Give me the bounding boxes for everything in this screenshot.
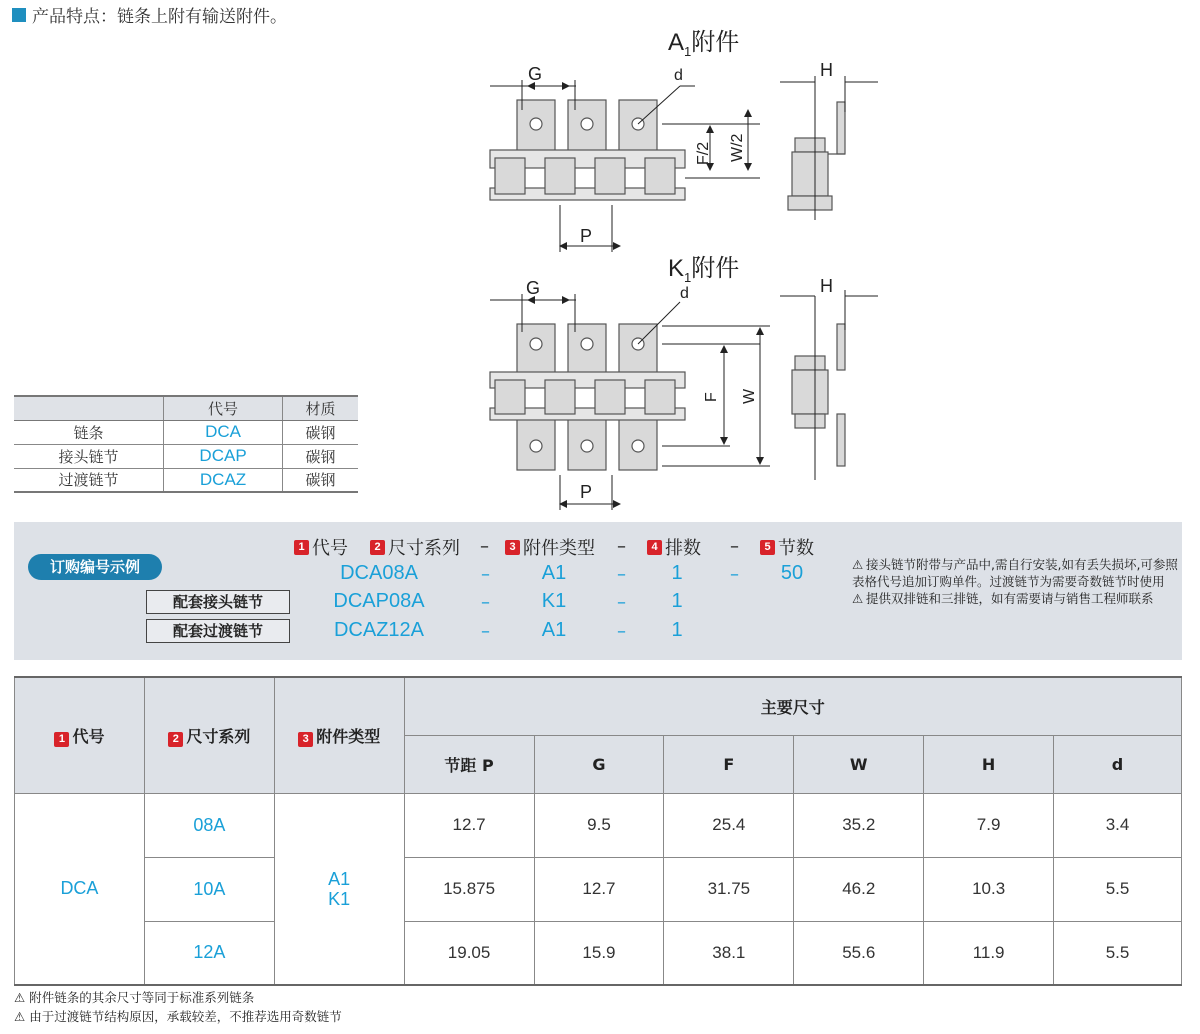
spec-series: 12A xyxy=(144,921,274,985)
table-row xyxy=(15,857,1182,921)
order-dash: – xyxy=(481,592,490,613)
spec-header-code: 1 代号 xyxy=(15,677,145,793)
spec-cell: 9.5 xyxy=(534,793,664,857)
material-name: 接头链节 xyxy=(14,444,163,468)
order-header-links: 5 节数 xyxy=(760,534,814,560)
spec-cell: 25.4 xyxy=(664,793,794,857)
order-label-transition: 配套过渡链节 xyxy=(146,619,290,643)
a1-label-p: P xyxy=(580,226,593,246)
footnote: ⚠ 附件链条的其余尺寸等同于标准系列链条 xyxy=(14,990,255,1005)
spec-subheader: F xyxy=(664,735,794,793)
order-rows: 1 xyxy=(671,619,683,641)
order-header-dash: – xyxy=(480,536,489,557)
a1-label-g: G xyxy=(528,64,543,84)
order-type: A1 xyxy=(541,619,567,641)
spec-cell: 11.9 xyxy=(924,921,1054,985)
order-header-dash: – xyxy=(617,536,626,557)
order-dash: – xyxy=(617,564,626,585)
spec-series: 10A xyxy=(144,857,274,921)
k1-side-view xyxy=(792,324,845,466)
table-row xyxy=(15,921,1182,985)
spec-type: A1 xyxy=(328,868,351,889)
spec-cell: 7.9 xyxy=(924,793,1054,857)
order-header-rows: 4 排数 xyxy=(647,534,701,560)
spec-code: DCA xyxy=(15,793,145,985)
k1-label-h: H xyxy=(820,276,833,296)
order-dash: – xyxy=(730,564,739,585)
table-row xyxy=(15,793,1182,857)
order-dash: – xyxy=(617,621,626,642)
spec-series: 08A xyxy=(144,793,274,857)
spec-header-series: 2 尺寸系列 xyxy=(144,677,274,793)
warning-icon: ⚠ xyxy=(852,557,864,572)
order-notes xyxy=(852,556,1178,607)
material-code: DCA xyxy=(163,420,282,444)
spec-cell: 19.05 xyxy=(404,921,534,985)
material-code: DCAP xyxy=(163,444,282,468)
a1-label-w2: W/2 xyxy=(729,133,746,162)
k1-label-d: d xyxy=(680,285,689,302)
a1-label-h: H xyxy=(820,60,833,80)
a1-side-view xyxy=(788,102,845,210)
material-table xyxy=(14,395,358,493)
order-header-code: 1 代号 xyxy=(294,534,348,560)
spec-subheader: W xyxy=(794,735,924,793)
order-links: 50 xyxy=(780,562,804,584)
warning-icon: ⚠ xyxy=(14,990,30,1005)
material-header-code: 代号 xyxy=(163,396,282,420)
order-example-block xyxy=(14,522,1182,660)
spec-subheader: d xyxy=(1054,735,1182,793)
feature-square-icon xyxy=(12,8,26,22)
spec-cell: 5.5 xyxy=(1054,921,1182,985)
spec-table xyxy=(14,676,1182,986)
material-code: DCAZ xyxy=(163,468,282,492)
spec-cell: 35.2 xyxy=(794,793,924,857)
order-dash: – xyxy=(481,564,490,585)
order-note: ⚠ 接头链节附带与产品中,需自行安装,如有丢失损坏,可参照表格代号追加订购单件。过渡链节为需要奇数链节时使用 xyxy=(852,557,1178,589)
spec-cell: 10.3 xyxy=(924,857,1054,921)
spec-cell: 12.7 xyxy=(534,857,664,921)
spec-subheader: 节距 P xyxy=(404,735,534,793)
table-row xyxy=(14,468,358,492)
order-dash: – xyxy=(617,592,626,613)
order-header-dash: – xyxy=(730,536,739,557)
order-header-type: 3 附件类型 xyxy=(505,534,595,560)
order-type: A1 xyxy=(541,562,567,584)
material-header-name xyxy=(14,396,163,420)
feature-line xyxy=(12,2,287,27)
k1-label-f: F xyxy=(703,392,720,402)
warning-icon: ⚠ xyxy=(852,591,864,606)
order-header-series: 2 尺寸系列 xyxy=(370,534,460,560)
material-name: 链条 xyxy=(14,420,163,444)
order-rows: 1 xyxy=(671,590,683,612)
feature-text: 产品特点：链条上附有输送附件。 xyxy=(32,7,287,27)
spec-cell: 31.75 xyxy=(664,857,794,921)
spec-cell: 46.2 xyxy=(794,857,924,921)
spec-subheader: H xyxy=(924,735,1054,793)
spec-cell: 12.7 xyxy=(404,793,534,857)
material-value: 碳钢 xyxy=(283,444,358,468)
spec-types xyxy=(274,793,404,985)
k1-label-w: W xyxy=(741,388,758,404)
spec-header-group: 主要尺寸 xyxy=(404,677,1181,735)
k1-title: $K_1$附件 xyxy=(668,255,740,285)
k1-label-p: P xyxy=(580,482,593,502)
footnote: ⚠ 由于过渡链节结构原因，承载较差，不推荐选用奇数链节 xyxy=(14,1009,342,1024)
spec-cell: 38.1 xyxy=(664,921,794,985)
spec-type: K1 xyxy=(328,888,351,909)
order-label-joint: 配套接头链节 xyxy=(146,590,290,614)
a1-label-f2: F/2 xyxy=(695,141,712,165)
material-header-material: 材质 xyxy=(283,396,358,420)
order-note: ⚠ 提供双排链和三排链，如有需要请与销售工程师联系 xyxy=(852,591,1154,606)
order-code: DCAP08A xyxy=(333,590,425,612)
order-example-pill: 订购编号示例 xyxy=(28,554,162,580)
warning-icon: ⚠ xyxy=(14,1009,30,1024)
k1-label-g: G xyxy=(526,278,541,298)
spec-cell: 3.4 xyxy=(1054,793,1182,857)
spec-subheader: G xyxy=(534,735,664,793)
material-name: 过渡链节 xyxy=(14,468,163,492)
order-dash: – xyxy=(481,621,490,642)
a1-front-view xyxy=(490,100,685,200)
table-row xyxy=(14,420,358,444)
spec-cell: 15.9 xyxy=(534,921,664,985)
spec-cell: 15.875 xyxy=(404,857,534,921)
spec-header-type: 3 附件类型 xyxy=(274,677,404,793)
footnotes xyxy=(14,988,342,1026)
order-code: DCA08A xyxy=(340,562,418,584)
order-rows: 1 xyxy=(671,562,683,584)
material-value: 碳钢 xyxy=(283,468,358,492)
a1-title: $A_1$附件 xyxy=(668,29,740,59)
table-row xyxy=(14,444,358,468)
spec-cell: 5.5 xyxy=(1054,857,1182,921)
a1-label-d: d xyxy=(674,67,683,84)
chain-attachment-drawing xyxy=(470,20,890,510)
order-code: DCAZ12A xyxy=(333,619,425,641)
order-type: K1 xyxy=(541,590,567,612)
k1-front-view xyxy=(490,324,685,470)
material-value: 碳钢 xyxy=(283,420,358,444)
spec-cell: 55.6 xyxy=(794,921,924,985)
